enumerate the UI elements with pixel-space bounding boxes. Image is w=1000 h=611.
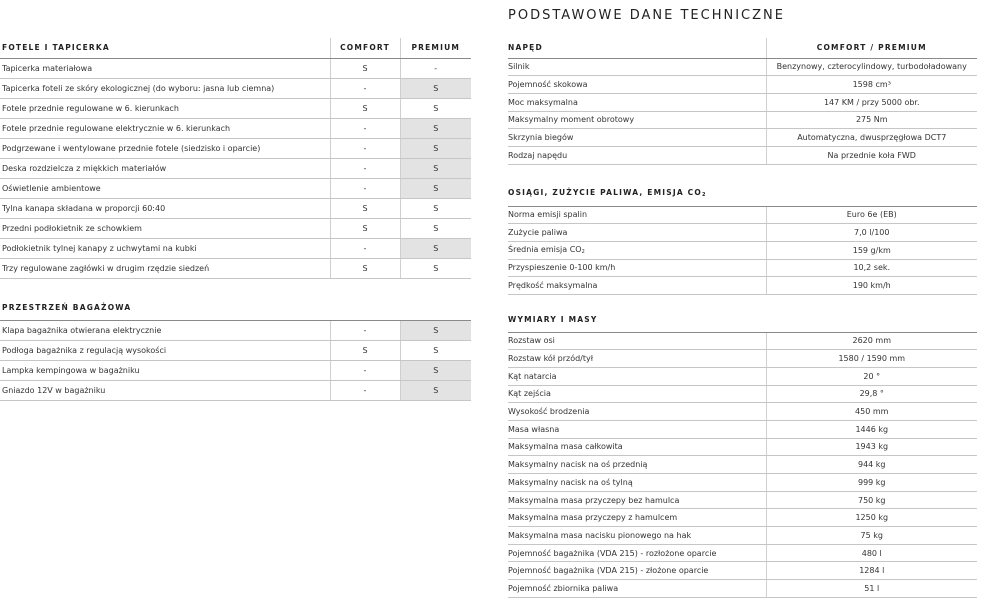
seats-section-title: FOTELE I TAPICERKA xyxy=(0,38,330,58)
spec-label xyxy=(508,474,766,492)
spec-value: 1598 cm³ xyxy=(766,76,977,94)
spec-value: 10,2 sek. xyxy=(766,259,977,277)
comfort-value: - xyxy=(330,238,400,258)
table-row xyxy=(0,78,471,98)
emissions-section-title xyxy=(508,181,977,206)
comfort-value: - xyxy=(330,138,400,158)
spec-value: 159 g/km xyxy=(766,241,977,259)
spec-value: 999 kg xyxy=(766,474,977,492)
table-row xyxy=(508,93,977,111)
spec-label xyxy=(508,93,766,111)
table-row xyxy=(508,146,977,164)
spec-label xyxy=(508,206,766,224)
spec-label-text: Pojemność bagażnika (VDA 215) - rozłożone oparcie xyxy=(508,548,717,558)
spec-label-text: Rozstaw kół przód/tył xyxy=(508,354,594,364)
spec-value: 944 kg xyxy=(766,456,977,474)
premium-value: S xyxy=(400,158,471,178)
spec-label-text: Pojemność zbiornika paliwa xyxy=(508,583,619,593)
spec-label-text: Masa własna xyxy=(508,424,560,434)
spec-label xyxy=(508,562,766,580)
spec-label xyxy=(508,403,766,421)
spec-label-text: Maksymalna masa przyczepy z hamulcem xyxy=(508,513,678,523)
table-row xyxy=(508,241,977,259)
premium-value: S xyxy=(400,78,471,98)
table-row xyxy=(508,403,977,421)
spec-value: 1446 kg xyxy=(766,420,977,438)
comfort-value: S xyxy=(330,98,400,118)
table-row xyxy=(0,58,471,78)
spec-value: 7,0 l/100 xyxy=(766,224,977,242)
feature-label: Podłokietnik tylnej kanapy z uchwytami na kubki xyxy=(0,238,330,258)
spec-label-text: Maksymalny nacisk na oś przednią xyxy=(508,460,648,470)
feature-label: Przedni podłokietnik ze schowkiem xyxy=(0,218,330,238)
spec-label-text: Maksymalna masa całkowita xyxy=(508,442,623,452)
comfort-value: - xyxy=(330,118,400,138)
comfort-value: S xyxy=(330,340,400,360)
feature-label: Tapicerka foteli ze skóry ekologicznej (do wyboru: jasna lub ciemna) xyxy=(0,78,330,98)
spec-label xyxy=(508,332,766,350)
table-row xyxy=(0,238,471,258)
comfort-premium-column-header: COMFORT / PREMIUM xyxy=(766,38,977,58)
spec-label xyxy=(508,367,766,385)
spec-label-text: Skrzynia biegów xyxy=(508,133,574,143)
dimensions-section-title: WYMIARY I MASY xyxy=(508,308,977,332)
table-row xyxy=(0,380,471,400)
table-row xyxy=(508,562,977,580)
spec-label xyxy=(508,438,766,456)
comfort-value: - xyxy=(330,360,400,380)
table-row xyxy=(0,258,471,278)
comfort-value: S xyxy=(330,218,400,238)
premium-value: S xyxy=(400,218,471,238)
table-row xyxy=(0,118,471,138)
feature-label: Lampka kempingowa w bagażniku xyxy=(0,360,330,380)
emissions-title-main: OSIĄGI, ZUŻYCIE PALIWA, EMISJA CO xyxy=(508,188,702,198)
table-row xyxy=(508,350,977,368)
table-row xyxy=(508,129,977,147)
table-row xyxy=(508,277,977,295)
spec-label xyxy=(508,224,766,242)
table-row xyxy=(508,367,977,385)
spec-label-text: Silnik xyxy=(508,62,530,72)
comfort-value: S xyxy=(330,258,400,278)
table-row xyxy=(0,320,471,340)
spec-label-text: Pojemność bagażnika (VDA 215) - złożone oparcie xyxy=(508,566,709,576)
spec-label-text: Pojemność skokowa xyxy=(508,80,588,90)
spec-label-text: Kąt zejścia xyxy=(508,389,551,399)
spec-value: Automatyczna, dwusprzęgłowa DCT7 xyxy=(766,129,977,147)
table-row xyxy=(0,158,471,178)
spec-label-text: Norma emisji spalin xyxy=(508,210,588,220)
spec-label-text: Kąt natarcia xyxy=(508,371,557,381)
emissions-table xyxy=(508,181,977,295)
comfort-value: - xyxy=(330,78,400,98)
spec-label xyxy=(508,241,766,259)
comfort-value: - xyxy=(330,178,400,198)
table-row xyxy=(0,178,471,198)
spec-value: 75 kg xyxy=(766,527,977,545)
spec-label xyxy=(508,129,766,147)
spec-value: 1250 kg xyxy=(766,509,977,527)
luggage-table xyxy=(0,296,471,401)
table-row xyxy=(508,509,977,527)
premium-value: S xyxy=(400,380,471,400)
feature-label: Klapa bagażnika otwierana elektrycznie xyxy=(0,320,330,340)
spec-label xyxy=(508,277,766,295)
table-row xyxy=(508,491,977,509)
premium-value: S xyxy=(400,138,471,158)
spec-value: 1943 kg xyxy=(766,438,977,456)
spec-value: 275 Nm xyxy=(766,111,977,129)
premium-column-header: PREMIUM xyxy=(400,38,471,58)
table-row xyxy=(508,385,977,403)
table-row xyxy=(0,340,471,360)
spec-value: 2620 mm xyxy=(766,332,977,350)
feature-label: Podłoga bagażnika z regulacją wysokości xyxy=(0,340,330,360)
spec-label-text: Maksymalny moment obrotowy xyxy=(508,115,635,125)
spec-value: Benzynowy, czterocylindowy, turbodoładowany xyxy=(766,58,977,76)
spec-label-subscript: 2 xyxy=(581,249,585,256)
feature-label: Gniazdo 12V w bagażniku xyxy=(0,380,330,400)
premium-value: S xyxy=(400,340,471,360)
seats-table xyxy=(0,38,471,279)
spec-value: Euro 6e (EB) xyxy=(766,206,977,224)
comfort-value: S xyxy=(330,58,400,78)
spec-label-text: Zużycie paliwa xyxy=(508,228,568,238)
table-row xyxy=(508,456,977,474)
spec-label-text: Moc maksymalna xyxy=(508,97,578,107)
table-row xyxy=(508,580,977,598)
table-row xyxy=(508,544,977,562)
premium-value: S xyxy=(400,178,471,198)
comfort-value: - xyxy=(330,380,400,400)
premium-value: S xyxy=(400,198,471,218)
comfort-value: S xyxy=(330,198,400,218)
page-title: PODSTAWOWE DANE TECHNICZNE xyxy=(508,8,785,23)
spec-label xyxy=(508,456,766,474)
comfort-value: - xyxy=(330,158,400,178)
luggage-section-title: PRZESTRZEŃ BAGAŻOWA xyxy=(0,296,471,320)
feature-label: Fotele przednie regulowane w 6. kierunkach xyxy=(0,98,330,118)
table-row xyxy=(508,224,977,242)
table-row xyxy=(0,98,471,118)
spec-value: 20 ° xyxy=(766,367,977,385)
spec-value: 147 KM / przy 5000 obr. xyxy=(766,93,977,111)
table-row xyxy=(508,474,977,492)
feature-label: Podgrzewane i wentylowane przednie fotele (siedzisko i oparcie) xyxy=(0,138,330,158)
drive-table xyxy=(508,38,977,165)
spec-value: 29,8 ° xyxy=(766,385,977,403)
spec-label-text: Wysokość brodzenia xyxy=(508,407,590,417)
spec-label-text: Prędkość maksymalna xyxy=(508,281,598,291)
drive-section-title: NAPĘD xyxy=(508,38,766,58)
table-row xyxy=(508,206,977,224)
dimensions-table xyxy=(508,308,977,598)
feature-label: Fotele przednie regulowane elektrycznie w 6. kierunkach xyxy=(0,118,330,138)
comfort-value: - xyxy=(330,320,400,340)
feature-label: Deska rozdzielcza z miękkich materiałów xyxy=(0,158,330,178)
spec-label-text: Maksymalna masa przyczepy bez hamulca xyxy=(508,495,680,505)
table-row xyxy=(508,111,977,129)
spec-label-text: Rodzaj napędu xyxy=(508,150,568,160)
spec-label xyxy=(508,580,766,598)
spec-label-text: Maksymalna masa nacisku pionowego na hak xyxy=(508,530,692,540)
premium-value: S xyxy=(400,258,471,278)
spec-label xyxy=(508,350,766,368)
spec-value: 480 l xyxy=(766,544,977,562)
table-row xyxy=(508,527,977,545)
feature-label: Tylna kanapa składana w proporcji 60:40 xyxy=(0,198,330,218)
spec-value: 450 mm xyxy=(766,403,977,421)
spec-label xyxy=(508,527,766,545)
spec-label-text: Średnia emisja CO xyxy=(508,245,582,255)
premium-value: S xyxy=(400,98,471,118)
spec-value: 750 kg xyxy=(766,491,977,509)
spec-label-text: Maksymalny nacisk na oś tylną xyxy=(508,477,633,487)
table-row xyxy=(508,332,977,350)
spec-label xyxy=(508,76,766,94)
spec-value: 51 l xyxy=(766,580,977,598)
spec-label xyxy=(508,58,766,76)
premium-value: S xyxy=(400,360,471,380)
spec-label-text: Przyspieszenie 0-100 km/h xyxy=(508,263,616,273)
feature-label: Trzy regulowane zagłówki w drugim rzędzie siedzeń xyxy=(0,258,330,278)
table-row xyxy=(508,438,977,456)
table-row xyxy=(0,360,471,380)
spec-label-text: Rozstaw osi xyxy=(508,336,555,346)
premium-value: S xyxy=(400,320,471,340)
table-row xyxy=(508,76,977,94)
premium-value: S xyxy=(400,118,471,138)
table-row xyxy=(0,138,471,158)
table-row xyxy=(0,198,471,218)
spec-label xyxy=(508,420,766,438)
table-row xyxy=(508,420,977,438)
spec-label xyxy=(508,509,766,527)
spec-value: 190 km/h xyxy=(766,277,977,295)
spec-value: 1580 / 1590 mm xyxy=(766,350,977,368)
table-row xyxy=(0,218,471,238)
feature-label: Oświetlenie ambientowe xyxy=(0,178,330,198)
emissions-title-subscript: 2 xyxy=(701,192,707,199)
spec-value: Na przednie koła FWD xyxy=(766,146,977,164)
spec-label xyxy=(508,111,766,129)
comfort-column-header: COMFORT xyxy=(330,38,400,58)
spec-label xyxy=(508,544,766,562)
spec-value: 1284 l xyxy=(766,562,977,580)
feature-label: Tapicerka materiałowa xyxy=(0,58,330,78)
spec-label xyxy=(508,259,766,277)
table-row xyxy=(508,259,977,277)
spec-label xyxy=(508,491,766,509)
premium-value: S xyxy=(400,238,471,258)
spec-label xyxy=(508,385,766,403)
table-row xyxy=(508,58,977,76)
spec-label xyxy=(508,146,766,164)
premium-value: - xyxy=(400,58,471,78)
